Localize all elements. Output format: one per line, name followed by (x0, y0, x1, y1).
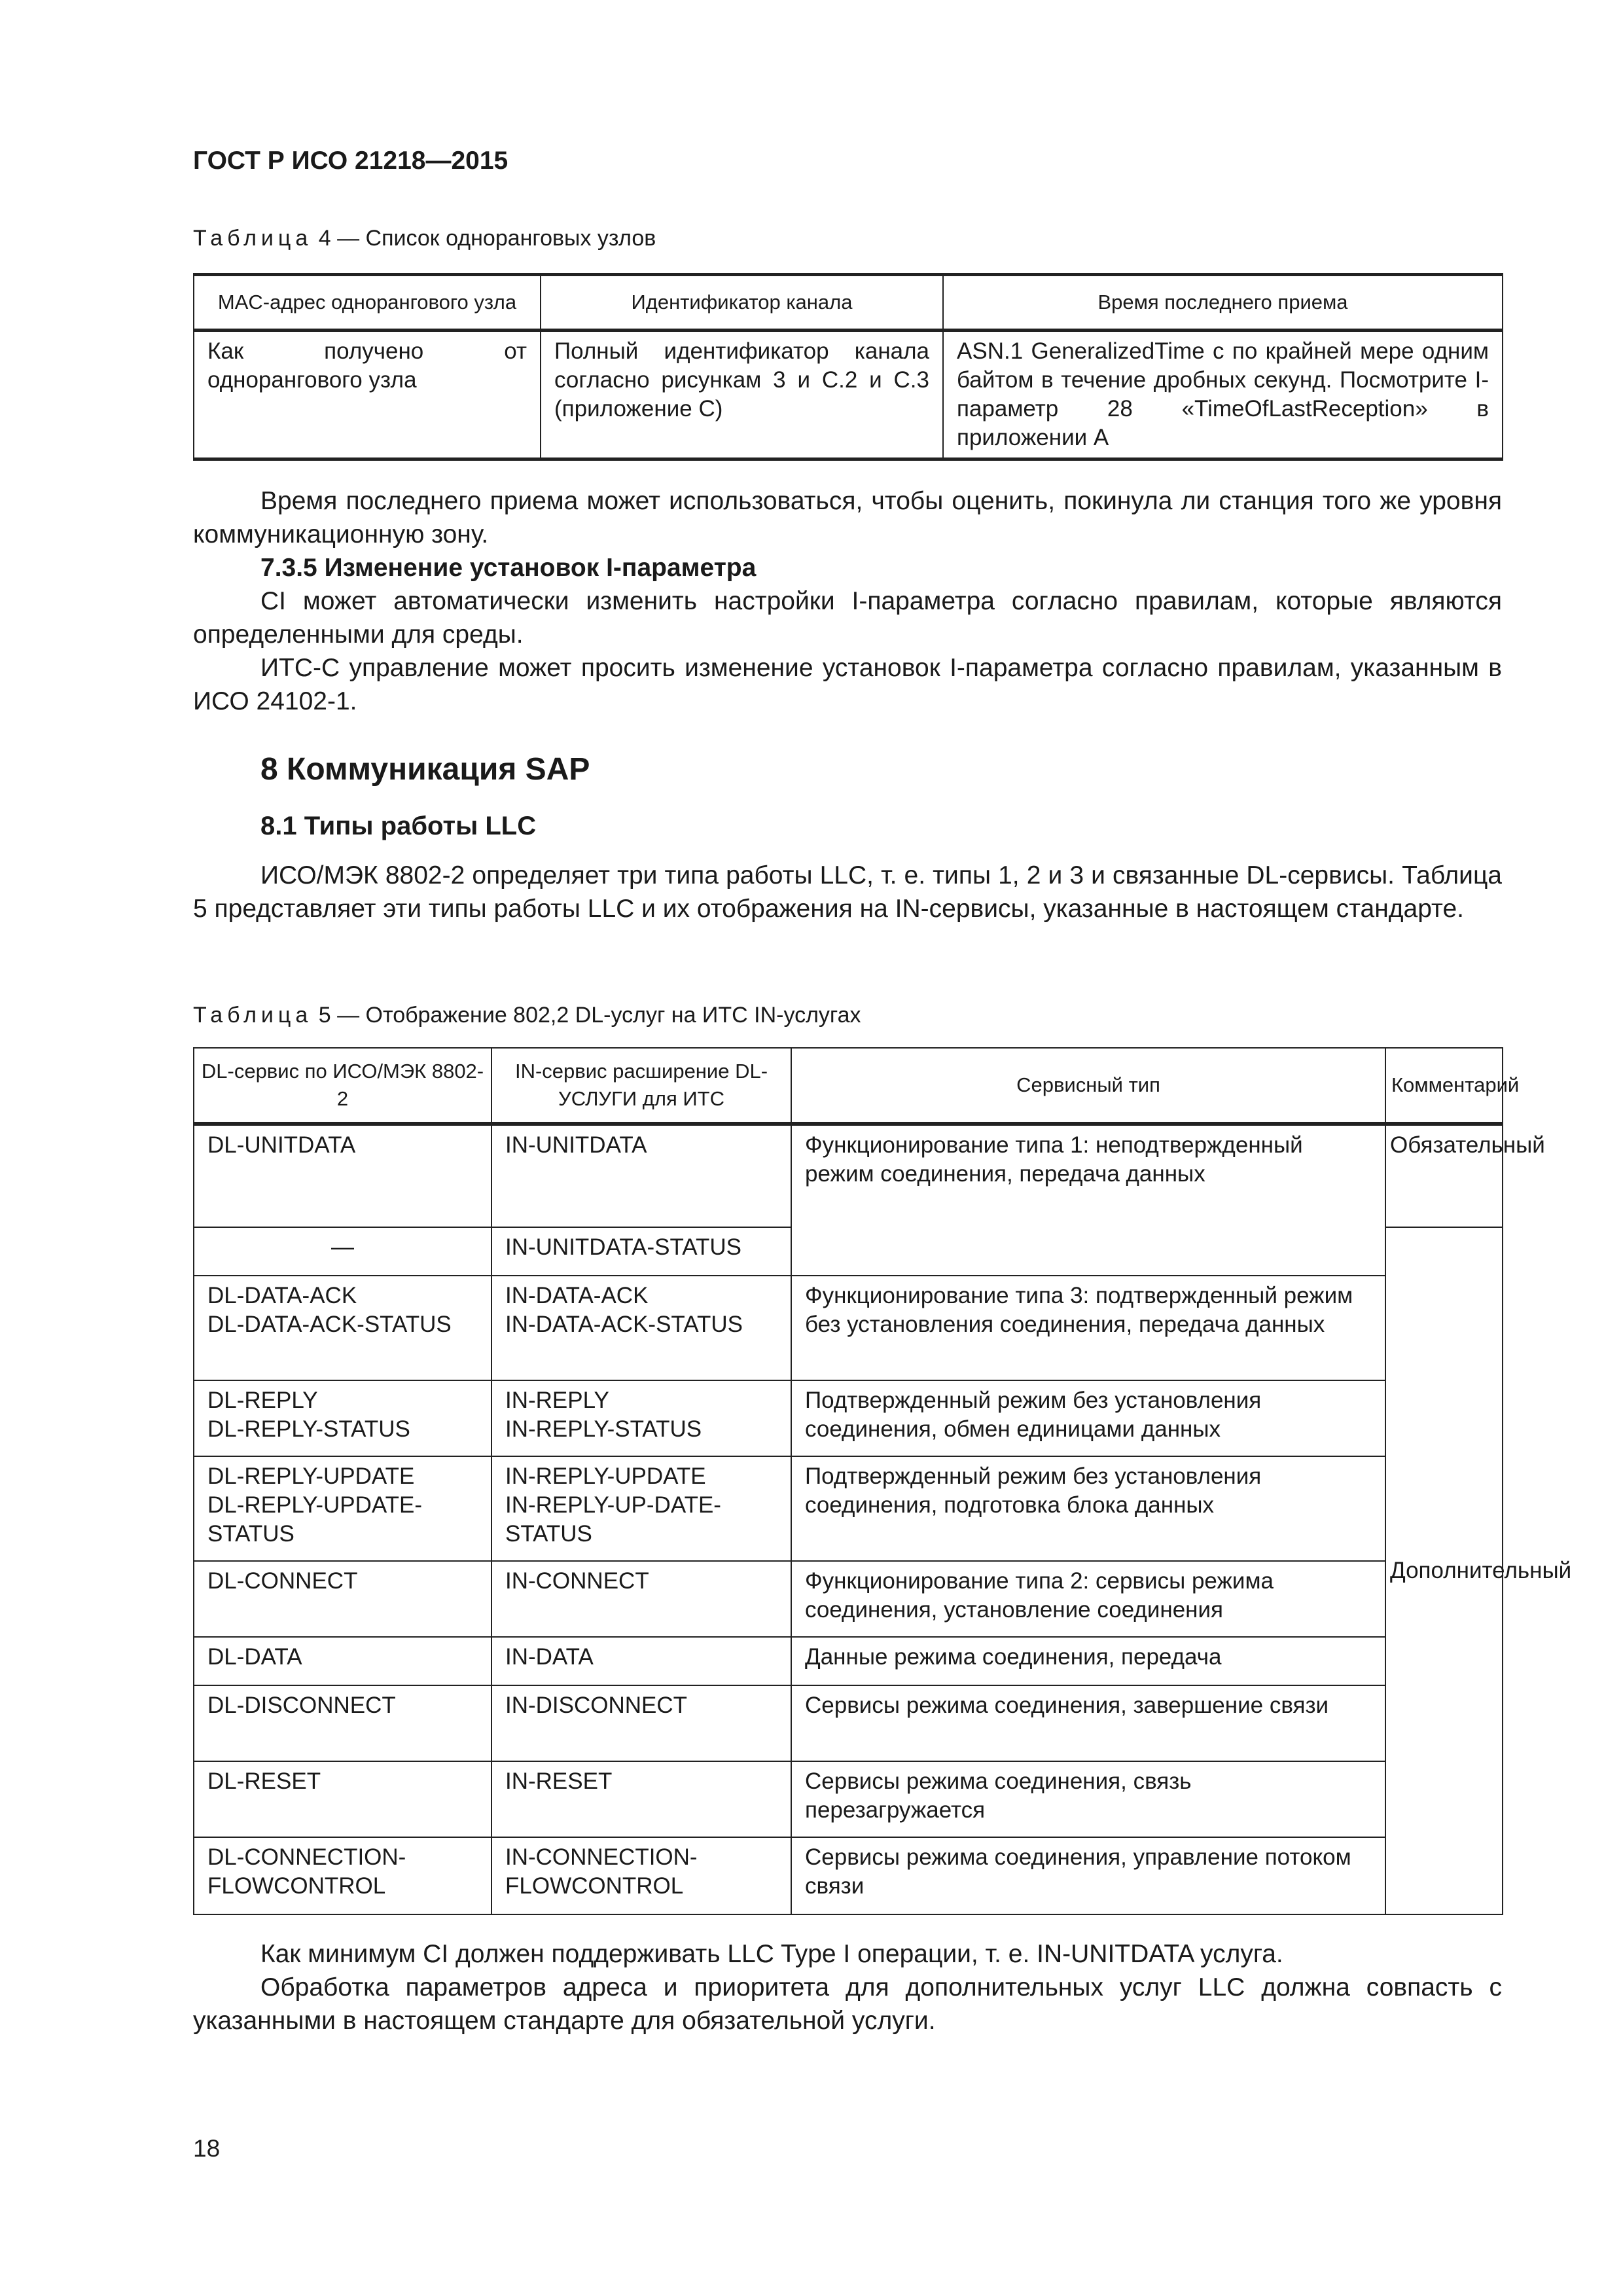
table5-col-type: Сервисный тип (791, 1048, 1385, 1124)
table-row (194, 331, 1503, 459)
table5-cell-dl: DL-UNITDATA (194, 1124, 491, 1227)
table5-caption-text: 5 — Отображение 802,2 DL-услуг на ИТС IN-услугах (312, 1003, 861, 1028)
document-header: ГОСТ Р ИСО 21218—2015 (193, 147, 508, 175)
paragraph: ИТС-С управление может просить изменение установок I-параметра согласно правилам, указанным в ИСО 24102-1. (193, 654, 1502, 715)
table5-cell-type: Данные режима соединения, передача (791, 1637, 1385, 1685)
table5-cell-type: Сервисы режима соединения, завершение связи (791, 1685, 1385, 1761)
table5-cell-dl: DL-REPLY DL-REPLY-STATUS (194, 1380, 491, 1456)
paragraph: Как минимум CI должен поддерживать LLC Type I операции, т. е. IN-UNITDATA услуга. (260, 1940, 1283, 1968)
table5-header-row (194, 1048, 1503, 1124)
table5-cell-dl: DL-DATA (194, 1637, 491, 1685)
table4-caption (193, 226, 656, 251)
table-row (194, 1685, 1503, 1761)
table5-cell-dl: DL-DISCONNECT (194, 1685, 491, 1761)
table-row (194, 1456, 1503, 1561)
table5-cell-dl: DL-CONNECTION-FLOWCONTROL (194, 1837, 491, 1914)
table5-cell-in: IN-DATA-ACK IN-DATA-ACK-STATUS (491, 1276, 791, 1380)
paragraph: Время последнего приема может использоваться, чтобы оценить, покинула ли станция того же уровня коммуникационную зону. (193, 487, 1502, 548)
section-heading-8: 8 Коммуникация SAP (260, 752, 590, 787)
paragraph: Обработка параметров адреса и приоритета для дополнительных услуг LLC должна совпасть с указанными в настоящем стандарте для обязательной услуги. (193, 1973, 1502, 2035)
table5-cell-dl: DL-REPLY-UPDATE DL-REPLY-UPDATE-STATUS (194, 1456, 491, 1561)
paragraph: ИСО/МЭК 8802-2 определяет три типа работы LLC, т. е. типы 1, 2 и 3 и связанные DL-сервисы. Таблица 5 представляет эти типы работы LLC и их отображения на IN-сервисы, указанные в настоящем стандарте. (193, 861, 1502, 923)
table-row (194, 1124, 1503, 1227)
table5-cell-in: IN-CONNECTION-FLOWCONTROL (491, 1837, 791, 1914)
table-row (194, 1380, 1503, 1456)
table5-cell-type: Подтвержденный режим без установления соединения, обмен единицами данных (791, 1380, 1385, 1456)
table5-cell-in: IN-RESET (491, 1761, 791, 1837)
table5-cell-dl: DL-DATA-ACK DL-DATA-ACK-STATUS (194, 1276, 491, 1380)
table5-cell-in: IN-CONNECT (491, 1561, 791, 1637)
table5-cell-comment-optional: Дополнительный (1385, 1227, 1503, 1914)
table5-cell-type: Функционирование типа 2: сервисы режима соединения, установление соединения (791, 1561, 1385, 1637)
body-section-2 (193, 1937, 1502, 2037)
table5 (193, 1047, 1572, 1915)
table-row (194, 1561, 1503, 1637)
table4-caption-label: Таблица (193, 226, 313, 251)
table4-col-time: Время последнего приема (943, 275, 1503, 331)
table5-cell-in: IN-REPLY-UPDATE IN-REPLY-UP-DATE-STATUS (491, 1456, 791, 1561)
table4-cell-channel: Полный идентификатор канала согласно рисункам 3 и С.2 и С.3 (приложение С) (541, 331, 943, 459)
table-row (194, 1276, 1503, 1380)
paragraph: CI может автоматически изменить настройки I-параметра согласно правилам, которые являются определенными для среды. (193, 587, 1502, 649)
table5-caption (193, 1003, 861, 1028)
table5-cell-type: Сервисы режима соединения, управление потоком связи (791, 1837, 1385, 1914)
table4-cell-time: ASN.1 GeneralizedTime с по крайней мере одним байтом в течение дробных секунд. Посмотрите I-параметр 28 «TimeOfLastReception» в приложении А (943, 331, 1503, 459)
table-row (194, 1837, 1503, 1914)
table4-header-row (194, 275, 1503, 331)
table5-cell-in: IN-REPLY IN-REPLY-STATUS (491, 1380, 791, 1456)
table5-cell-in: IN-DISCONNECT (491, 1685, 791, 1761)
table5-col-in: IN-сервис расширение DL-УСЛУГИ для ИТС (491, 1048, 791, 1124)
table5-caption-label: Таблица (193, 1003, 313, 1028)
table5-cell-type: Функционирование типа 1: неподтвержденный режим соединения, передача данных (791, 1124, 1385, 1276)
table5-cell-type: Сервисы режима соединения, связь перезагружается (791, 1761, 1385, 1837)
subsection-heading-8-1: 8.1 Типы работы LLC (260, 812, 537, 840)
table5-cell-in: IN-UNITDATA (491, 1124, 791, 1227)
table4-caption-text: 4 — Список одноранговых узлов (312, 226, 656, 251)
table5-cell-in: IN-DATA (491, 1637, 791, 1685)
table5-cell-in: IN-UNITDATA-STATUS (491, 1227, 791, 1276)
table5-cell-dl: — (194, 1227, 491, 1276)
table5-cell-type: Функционирование типа 3: подтвержденный режим без установления соединения, передача данных (791, 1276, 1385, 1380)
table-row (194, 1637, 1503, 1685)
body-section-1 (193, 484, 1502, 718)
page-number: 18 (193, 2135, 221, 2162)
table5-cell-dl: DL-CONNECT (194, 1561, 491, 1637)
table5-cell-comment-mandatory: Обязательный (1385, 1124, 1503, 1227)
table-row (194, 1761, 1503, 1837)
table5-cell-dl: DL-RESET (194, 1761, 491, 1837)
table4-col-mac: MAC-адрес однорангового узла (194, 275, 541, 331)
table5-col-dl: DL-сервис по ИСО/МЭК 8802-2 (194, 1048, 491, 1124)
subsection-heading-7-3-5: 7.3.5 Изменение установок I-параметра (260, 554, 757, 582)
table4-col-channel: Идентификатор канала (541, 275, 943, 331)
table5-col-comment: Комментарий (1385, 1048, 1503, 1124)
table5-cell-type: Подтвержденный режим без установления соединения, подготовка блока данных (791, 1456, 1385, 1561)
table4-cell-mac: Как получено от однорангового узла (194, 331, 541, 459)
table4 (193, 273, 1503, 461)
